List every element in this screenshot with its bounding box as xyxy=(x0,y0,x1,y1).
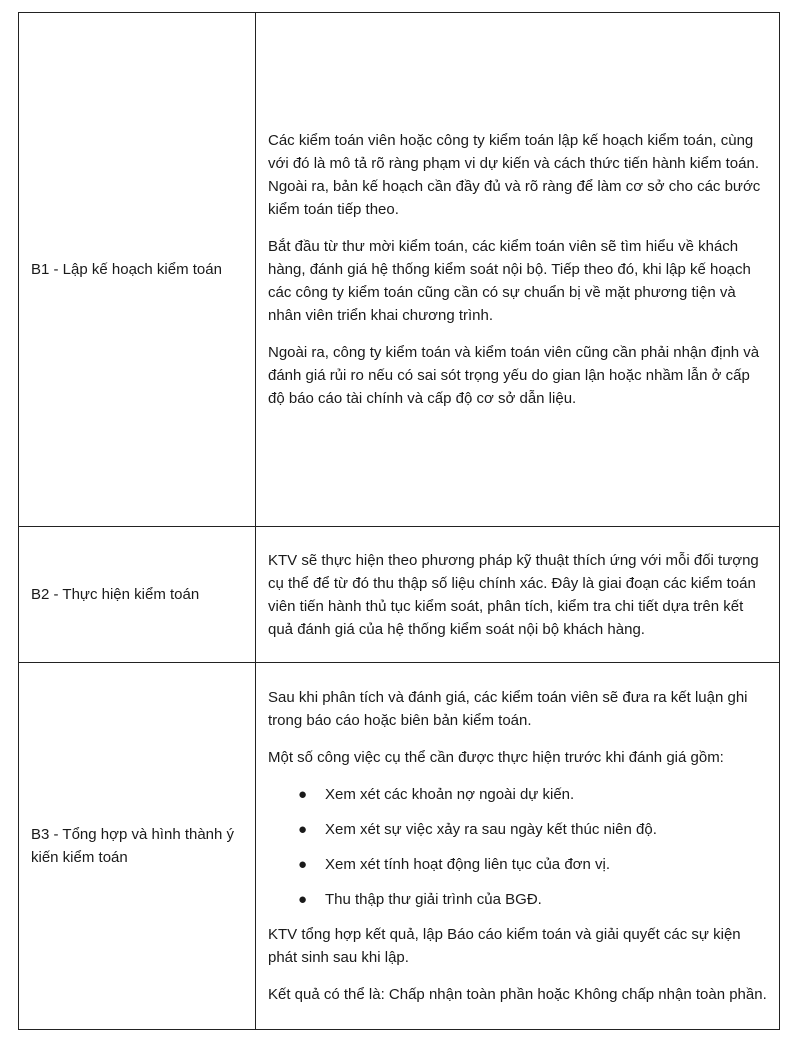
paragraph: Một số công việc cụ thể cần được thực hiện trước khi đánh giá gồm: xyxy=(268,749,724,766)
bullet-icon: ● xyxy=(298,821,308,838)
list-item-text: Xem xét các khoản nợ ngoài dự kiến. xyxy=(325,786,575,803)
paragraph: Các kiểm toán viên hoặc công ty kiểm toán lập kế hoạch kiểm toán, cùng với đó là mô tả rõ ràng phạm vi dự kiến và cách thức tiến hành kiểm toán. Ngoài ra, bản kế hoạch cần đầy đủ và rõ ràng để làm cơ sở cho các bước kiểm toán tiếp theo. xyxy=(268,132,761,218)
bullet-list xyxy=(268,783,767,911)
step-label-b3: B3 - Tổng hợp và hình thành ý kiến kiểm toán xyxy=(19,663,256,1030)
list-item-text: Xem xét sự việc xảy ra sau ngày kết thúc niên độ. xyxy=(325,821,657,838)
bullet-icon: ● xyxy=(298,891,308,908)
paragraph: Ngoài ra, công ty kiểm toán và kiểm toán viên cũng cần phải nhận định và đánh giá rủi ro nếu có sai sót trọng yếu do gian lận hoặc nhầm lẫn ở cấp độ báo cáo tài chính và cấp độ cơ sở dẫn liệu. xyxy=(268,344,760,407)
audit-steps-table xyxy=(18,12,780,1030)
paragraph: Bắt đầu từ thư mời kiểm toán, các kiểm toán viên sẽ tìm hiểu về khách hàng, đánh giá hệ thống kiểm soát nội bộ. Tiếp theo đó, khi lập kế hoạch các công ty kiểm toán cũng cần có sự chuẩn bị về mặt phương tiện và nhân viên triển khai chương trình. xyxy=(268,238,751,324)
list-item xyxy=(268,818,767,841)
step-description-b3 xyxy=(256,663,780,1030)
paragraph: KTV tổng hợp kết quả, lập Báo cáo kiểm toán và giải quyết các sự kiện phát sinh sau khi lập. xyxy=(268,926,741,966)
step-label-b2: B2 - Thực hiện kiểm toán xyxy=(19,527,256,663)
table-row-b2 xyxy=(19,527,780,663)
list-item xyxy=(268,853,767,876)
list-item xyxy=(268,888,767,911)
paragraph: Sau khi phân tích và đánh giá, các kiểm toán viên sẽ đưa ra kết luận ghi trong báo cáo hoặc biên bản kiểm toán. xyxy=(268,689,748,729)
step-description-b1 xyxy=(256,13,780,527)
paragraph: Kết quả có thể là: Chấp nhận toàn phần hoặc Không chấp nhận toàn phần. xyxy=(268,986,767,1003)
table-row-b3 xyxy=(19,663,780,1030)
list-item xyxy=(268,783,767,806)
bullet-icon: ● xyxy=(298,786,308,803)
table-row-b1 xyxy=(19,13,780,527)
step-label-b1: B1 - Lập kế hoạch kiểm toán xyxy=(19,13,256,527)
paragraph: KTV sẽ thực hiện theo phương pháp kỹ thuật thích ứng với mỗi đối tượng cụ thể để từ đó thu thập số liệu chính xác. Đây là giai đoạn các kiểm toán viên tiến hành thủ tục kiểm soát, phân tích, kiểm tra chi tiết dựa trên kết quả đánh giá của hệ thống kiểm soát nội bộ khách hàng. xyxy=(268,551,759,638)
step-description-b2 xyxy=(256,527,780,663)
list-item-text: Xem xét tính hoạt động liên tục của đơn vị. xyxy=(325,856,611,873)
bullet-icon: ● xyxy=(298,856,308,873)
list-item-text: Thu thập thư giải trình của BGĐ. xyxy=(325,891,542,908)
